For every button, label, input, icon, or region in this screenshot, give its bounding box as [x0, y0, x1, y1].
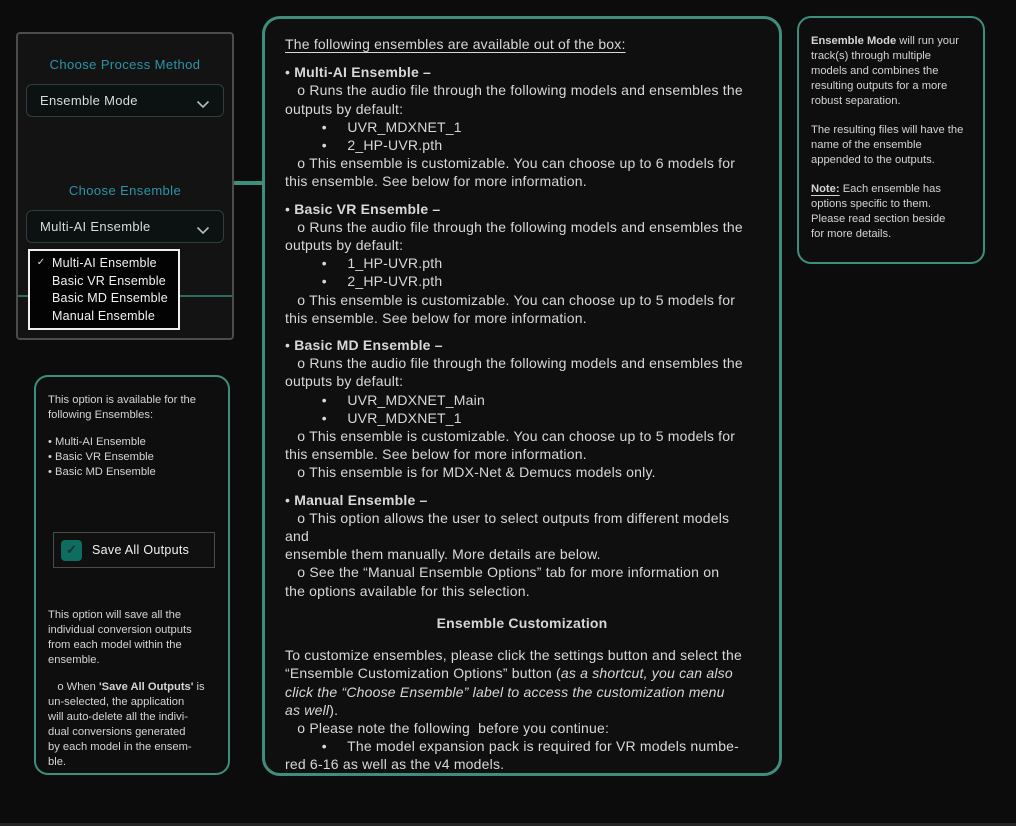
text-line: Ensemble Mode will run your [811, 35, 959, 47]
text-line: • 2_HP-UVR.pth [285, 137, 443, 154]
process-method-select-value: Ensemble Mode [40, 93, 138, 108]
text-line: this ensemble. See below for more information. [285, 309, 587, 326]
text-line: o When 'Save All Outputs' is [48, 681, 205, 693]
text-line: models and combines the [811, 65, 939, 77]
text-line: options specific to them. [811, 198, 932, 210]
text-line: the options available for this selection. [285, 582, 530, 599]
text-line: dual conversions generated [48, 726, 186, 738]
dropdown-item[interactable] [30, 307, 178, 325]
text-line: ble. [48, 756, 67, 768]
text-line: o This ensemble is customizable. You can choose up to 5 models for [285, 291, 736, 308]
text-line: by each model in the ensem- [48, 741, 192, 753]
text-line: o This ensemble is customizable. You can choose up to 5 models for [285, 428, 736, 445]
spacer [285, 191, 759, 200]
dropdown-item-label: Multi-AI Ensemble [52, 255, 157, 270]
choose-ensemble-label[interactable]: Choose Ensemble [68, 183, 182, 198]
text-line: • Basic MD Ensemble – [285, 337, 443, 354]
spacer [48, 423, 218, 435]
text-line: o This ensemble is customizable. You can choose up to 6 models for [285, 155, 736, 172]
text-line: • Multi-AI Ensemble [48, 436, 146, 448]
dropdown-item[interactable] [30, 254, 178, 272]
ensembles-info-panel [262, 16, 782, 776]
text-line: “Ensemble Customization Options” button (as a shortcut, you can also [285, 665, 733, 682]
text-line: o Please note the following before you continue: [285, 719, 610, 736]
text-line: as well). [285, 701, 339, 718]
spacer [285, 482, 759, 491]
text-line: • Basic VR Ensemble – [285, 200, 441, 217]
text-line: ensemble them manually. More details are below. [285, 546, 601, 563]
text-line: name of the ensemble [811, 139, 922, 151]
text-line: this ensemble. See below for more information. [285, 446, 587, 463]
text-line: o Runs the audio file through the following models and ensembles the [285, 355, 743, 372]
text-line: track(s) through multiple [811, 50, 931, 62]
spacer [811, 168, 973, 182]
text-line: • The model expansion pack is required for VR models numbe- [285, 738, 740, 755]
checkbox-checked-icon[interactable]: ✓ [61, 540, 82, 561]
text-line: outputs by default: [285, 237, 404, 254]
text-line: robust separation. [811, 95, 901, 107]
text-line: o Runs the audio file through the following models and ensembles the [285, 82, 743, 99]
text-line: un-selected, the application [48, 696, 185, 708]
ensemble-dropdown-menu [28, 249, 180, 330]
text-line: click the “Choose Ensemble” label to access the customization menu [285, 683, 725, 700]
text-line: and [285, 528, 309, 545]
text-line: • Multi-AI Ensemble – [285, 64, 432, 81]
text-line: This option is available for the [48, 394, 197, 406]
spacer [285, 53, 759, 63]
process-method-panel [16, 32, 234, 340]
text-line: outputs by default: [285, 373, 404, 390]
spacer [285, 632, 759, 646]
text-line: • Basic VR Ensemble [48, 451, 154, 463]
text-line: ensemble. [48, 654, 100, 666]
text-line: • 1_HP-UVR.pth [285, 255, 443, 272]
save-all-outputs-option[interactable] [53, 532, 215, 568]
text-line: o See the “Manual Ensemble Options” tab for more information on [285, 564, 720, 581]
text-line: following Ensembles: [48, 409, 154, 421]
spacer [285, 327, 759, 336]
dropdown-item[interactable] [30, 290, 178, 308]
spacer [811, 109, 973, 123]
text-line: red 6-16 as well as the v4 models. [285, 756, 505, 773]
choose-process-method-label: Choose Process Method [49, 57, 201, 72]
text-line: o This option allows the user to select outputs from different models [285, 509, 730, 526]
text-line: This option will save all the [48, 609, 182, 621]
text-line: o This ensemble is for MDX-Net & Demucs models only. [285, 464, 656, 481]
text-line: The resulting files will have the [811, 124, 964, 136]
dropdown-item-label: Basic MD Ensemble [52, 291, 168, 306]
text-line: resulting outputs for a more [811, 80, 948, 92]
text-line: will auto-delete all the indivi- [48, 711, 188, 723]
connector-line [234, 181, 262, 185]
text-line: • 2_HP-UVR.pth [285, 273, 443, 290]
save-all-outputs-panel [34, 375, 230, 775]
spacer [48, 668, 218, 680]
text-line: To customize ensembles, please click the settings button and select the [285, 647, 742, 664]
ensemble-mode-note-panel [797, 16, 985, 264]
dropdown-item-label: Manual Ensemble [52, 309, 156, 324]
text-line: from each model within the [48, 639, 182, 651]
text-line: outputs by default: [285, 100, 404, 117]
text-line: The following ensembles are available out of the box: [285, 36, 626, 52]
text-line: this ensemble. See below for more information. [285, 173, 587, 190]
dropdown-item-label: Basic VR Ensemble [52, 273, 166, 288]
check-icon: ✓ [36, 257, 46, 269]
text-line: • UVR_MDXNET_Main [285, 391, 485, 408]
text-line: Please read section beside [811, 213, 946, 225]
text-line: Ensemble Customization [436, 614, 608, 631]
text-line: • UVR_MDXNET_1 [285, 118, 462, 135]
text-line: for more details. [811, 228, 892, 240]
process-method-select[interactable] [26, 84, 224, 117]
save-panel-lower-text [48, 608, 218, 770]
text-line: • UVR_MDXNET_1 [285, 409, 462, 426]
text-line: o Runs the audio file through the following models and ensembles the [285, 218, 743, 235]
ensemble-select-value: Multi-AI Ensemble [40, 219, 151, 234]
save-all-outputs-checkbox-label: Save All Outputs [92, 543, 190, 557]
save-panel-upper-text [48, 393, 218, 480]
dropdown-item[interactable] [30, 272, 178, 290]
text-line: individual conversion outputs [48, 624, 192, 636]
chevron-down-icon [196, 223, 210, 238]
spacer [285, 600, 759, 614]
text-line: appended to the outputs. [811, 154, 935, 166]
chevron-down-icon [196, 97, 210, 112]
text-line: Note: Each ensemble has [811, 183, 941, 195]
text-line: • Basic MD Ensemble [48, 466, 156, 478]
text-line: • Manual Ensemble – [285, 491, 428, 508]
ensemble-select[interactable] [26, 210, 224, 243]
